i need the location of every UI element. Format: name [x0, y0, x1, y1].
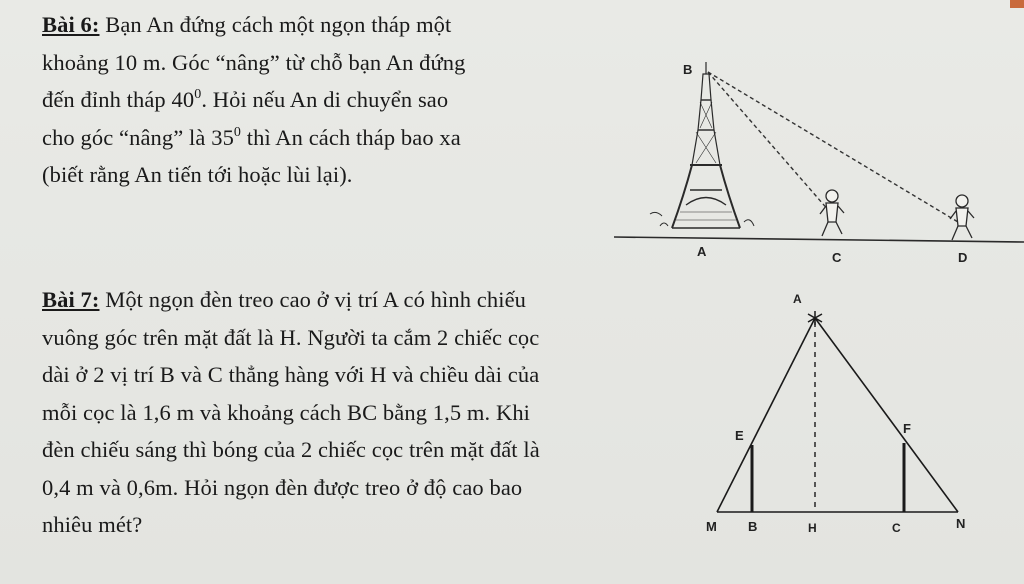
- label-e: E: [735, 428, 744, 443]
- problem-7-line-3: dài ở 2 vị trí B và C thẳng hàng với H và chiều dài của: [42, 362, 540, 387]
- walking-person-icon: [950, 195, 974, 240]
- problem-7-line-6: 0,4 m và 0,6m. Hỏi ngọn đèn được treo ở độ cao bao: [42, 474, 523, 500]
- degree-superscript: 0: [194, 87, 202, 102]
- label-a-base: A: [697, 244, 707, 259]
- label-b-top: B: [683, 62, 693, 77]
- problem-6-line-4: cho góc “nâng” là $35^0$ thì An cách tháp bao xa: [42, 124, 461, 150]
- label-d-point: D: [958, 250, 968, 265]
- lamp-figure: [717, 311, 958, 512]
- label-a-lamp: A: [793, 292, 802, 306]
- problem-6-line-1: Bài 6: Bạn An đứng cách một ngọn tháp một: [42, 12, 452, 37]
- eiffel-tower-icon: [650, 62, 754, 228]
- problem-6-line-5: (biết rằng An tiến tới hoặc lùi lại).: [42, 162, 353, 187]
- ground-line: [614, 237, 1024, 242]
- problem-6-line-2: khoảng 10 m. Góc “nâng” từ chỗ bạn An đứng: [42, 49, 466, 75]
- degree-superscript: 0: [233, 124, 242, 140]
- side-an: [815, 318, 958, 512]
- label-h: H: [808, 521, 817, 535]
- star-lamp-icon: [808, 311, 822, 325]
- label-m: M: [706, 519, 717, 534]
- problem-7-title: Bài 7:: [42, 287, 100, 312]
- walking-person-icon: [820, 190, 844, 236]
- problem-7-line-4: mỗi cọc là 1,6 m và khoảng cách BC bằng 1,5 m. Khi: [42, 399, 531, 425]
- problem-7-line-1: Bài 7: Một ngọn đèn treo cao ở vị trí A có hình chiếu: [42, 287, 527, 312]
- sight-line-bc: [708, 72, 830, 212]
- tower-figure: [614, 62, 1024, 242]
- corner-accent: [1010, 0, 1024, 8]
- label-c-point: C: [832, 250, 842, 265]
- problem-7-line-2: vuông góc trên mặt đất là H. Người ta cắm 2 chiếc cọc: [42, 324, 540, 350]
- problem-6-line-3: đến đỉnh tháp $40^0$. Hỏi nếu An di chuyển sao: [42, 87, 449, 112]
- label-b: B: [748, 519, 758, 534]
- label-c: C: [892, 521, 901, 535]
- label-f: F: [903, 421, 911, 436]
- label-n: N: [956, 516, 966, 531]
- problem-7-line-7: nhiêu mét?: [42, 512, 143, 537]
- problem-6-title: Bài 6:: [42, 12, 100, 37]
- problem-7-line-5: đèn chiếu sáng thì bóng của 2 chiếc cọc trên mặt đất là: [42, 437, 540, 462]
- side-am: [717, 318, 815, 512]
